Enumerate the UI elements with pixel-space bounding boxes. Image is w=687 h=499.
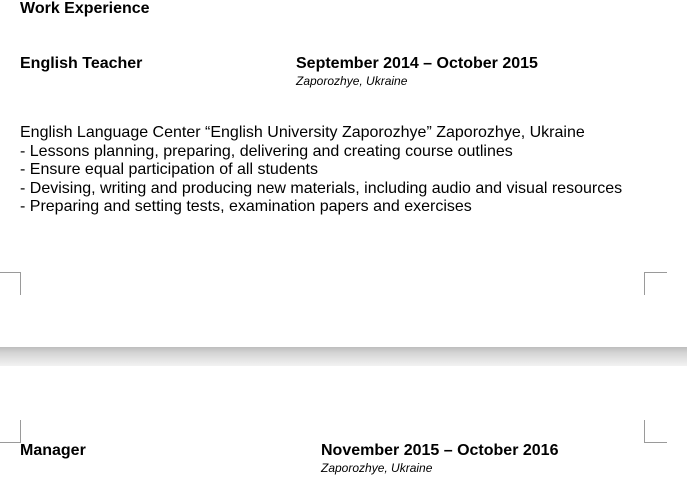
job-location-english-teacher: Zaporozhye, Ukraine (296, 74, 408, 88)
margin-corner-mark (644, 420, 667, 443)
duty-item: - Ensure equal participation of all students (20, 161, 318, 178)
duty-item: - Lessons planning, preparing, delivering and creating course outlines (20, 142, 513, 160)
job-dates-english-teacher: September 2014 – October 2015 (296, 55, 538, 72)
job-dates-manager: November 2015 – October 2016 (321, 442, 559, 459)
margin-corner-mark (0, 272, 21, 295)
job-description-english-teacher (20, 124, 622, 217)
job-title-english-teacher: English Teacher (20, 55, 143, 72)
duty-item: - Preparing and setting tests, examination papers and exercises (20, 198, 472, 215)
job-location-manager: Zaporozhye, Ukraine (321, 461, 433, 475)
duty-item: - Devising, writing and producing new materials, including audio and visual resources (20, 179, 623, 197)
section-title: Work Experience (20, 0, 150, 17)
document-page-2 (0, 366, 687, 499)
margin-corner-mark (644, 272, 667, 295)
margin-corner-mark (0, 420, 21, 443)
page-break-gap (0, 347, 687, 366)
job-title-manager: Manager (20, 442, 86, 459)
employer-line: English Language Center “English University Zaporozhye” Zaporozhye, Ukraine (20, 124, 585, 141)
